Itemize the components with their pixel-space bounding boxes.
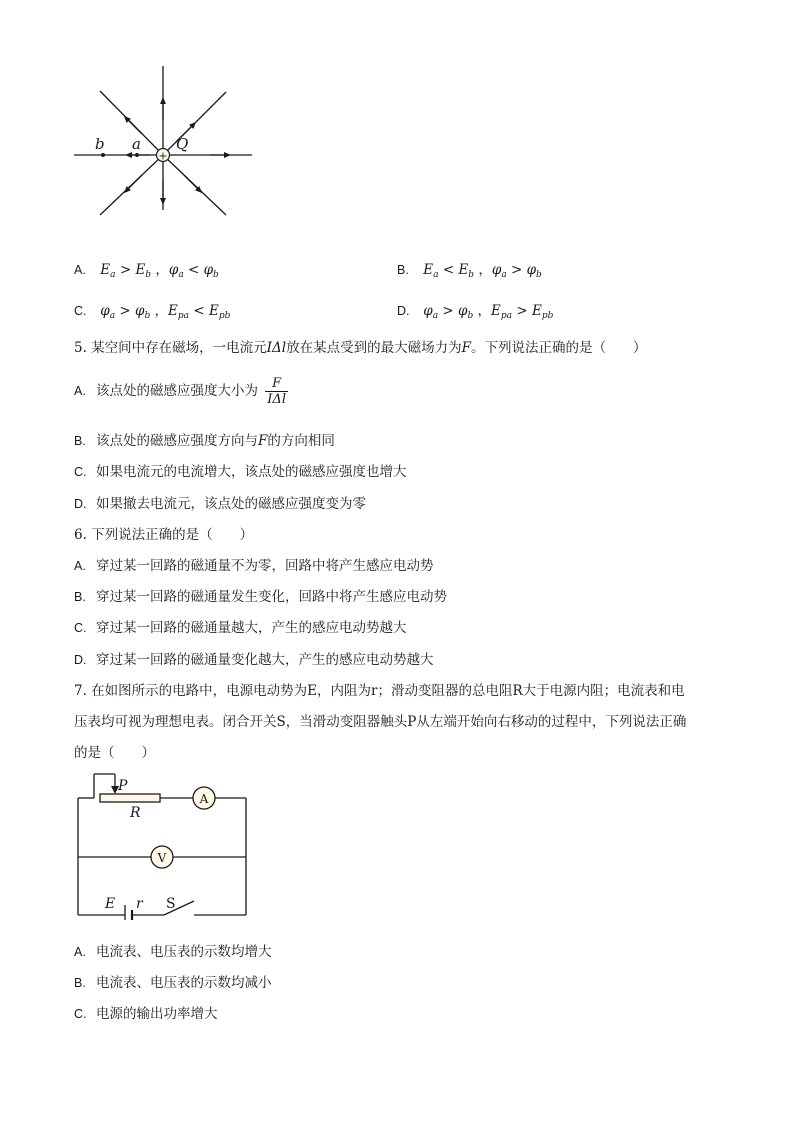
q7-option-a[interactable]: A. 电流表、电压表的示数均增大 <box>74 944 272 960</box>
electric-field-figure <box>70 60 260 225</box>
option-label: B. <box>397 263 409 277</box>
q7-stem-line1: 7. 在如图所示的电路中，电源电动势为E，内阻为r；滑动变阻器的总电阻R大于电源内阻；电流表和电 <box>74 683 685 699</box>
option-label: C. <box>74 304 87 318</box>
voltmeter-label: V <box>157 851 167 865</box>
point-a-dot <box>135 153 139 157</box>
q6-option-c[interactable]: C. 穿过某一回路的磁通量越大，产生的感应电动势越大 <box>74 620 407 636</box>
point-b-dot <box>101 153 105 157</box>
q5-stem: 5. 某空间中存在磁场，一电流元IΔl放在某点受到的最大磁场力为F。下列说法正确的是（ ） <box>74 340 647 356</box>
option-label: D. <box>397 304 410 318</box>
label-q: Q <box>176 135 189 153</box>
q6-option-a[interactable]: A. 穿过某一回路的磁通量不为零，回路中将产生感应电动势 <box>74 558 434 574</box>
q7-stem-line3: 的是（ ） <box>74 745 155 761</box>
option-label: A. <box>74 263 86 277</box>
rheostat <box>100 794 160 802</box>
q7-option-c[interactable]: C. 电源的输出功率增大 <box>74 1006 218 1022</box>
q6-option-d[interactable]: D. 穿过某一回路的磁通量变化越大，产生的感应电动势越大 <box>74 652 434 668</box>
label-r-rheostat: R <box>130 805 141 821</box>
q5-option-a[interactable]: A. 该点处的磁感应强度大小为 $\frac{F}{\text{IΔl}}$ <box>74 376 286 407</box>
q5-option-b[interactable]: B. 该点处的磁感应强度方向与F的方向相同 <box>74 433 335 449</box>
q6-stem: 6. 下列说法正确的是（ ） <box>74 527 254 543</box>
q4-option-c[interactable] <box>74 302 230 325</box>
q4-option-b-expr: $E_a < E_b$ ，$\varphi_a > \varphi_b$ <box>423 262 542 280</box>
ammeter-label: A <box>199 792 209 806</box>
q5-option-c[interactable]: C. 如果电流元的电流增大，该点处的磁感应强度也增大 <box>74 464 407 480</box>
fraction-f-over-idl: $\frac{F}{\text{IΔl}}$ <box>267 376 286 407</box>
label-p: P <box>118 778 128 794</box>
q4-option-b[interactable] <box>397 261 542 284</box>
charge-sign: + <box>158 149 168 163</box>
circuit-diagram <box>70 770 260 920</box>
q7-stem-line2: 压表均可视为理想电表。闭合开关S，当滑动变阻器触头P从左端开始向右移动的过程中，下列说法正确 <box>74 714 687 730</box>
label-e: E <box>105 896 116 912</box>
q6-option-b[interactable]: B. 穿过某一回路的磁通量发生变化，回路中将产生感应电动势 <box>74 589 447 605</box>
label-r-internal: r <box>136 896 143 912</box>
field-line-upright <box>163 92 226 155</box>
label-b: b <box>95 135 105 153</box>
q7-option-b[interactable]: B. 电流表、电压表的示数均减小 <box>74 975 272 991</box>
q4-option-a[interactable] <box>74 261 219 284</box>
label-a: a <box>132 135 141 153</box>
q4-option-d[interactable] <box>397 302 553 325</box>
q5-option-d[interactable]: D. 如果撤去电流元，该点处的磁感应强度变为零 <box>74 496 366 512</box>
q4-option-d-expr: $\varphi_a > \varphi_b$ ，$E_{pa} > E_{pb}$ <box>423 303 554 321</box>
q4-option-a-expr: $E_a > E_b$ ，$\varphi_a < \varphi_b$ <box>100 262 219 280</box>
label-s: S <box>166 896 176 912</box>
q4-option-c-expr: $\varphi_a > \varphi_b$ ，$E_{pa} < E_{pb}$ <box>100 303 231 321</box>
